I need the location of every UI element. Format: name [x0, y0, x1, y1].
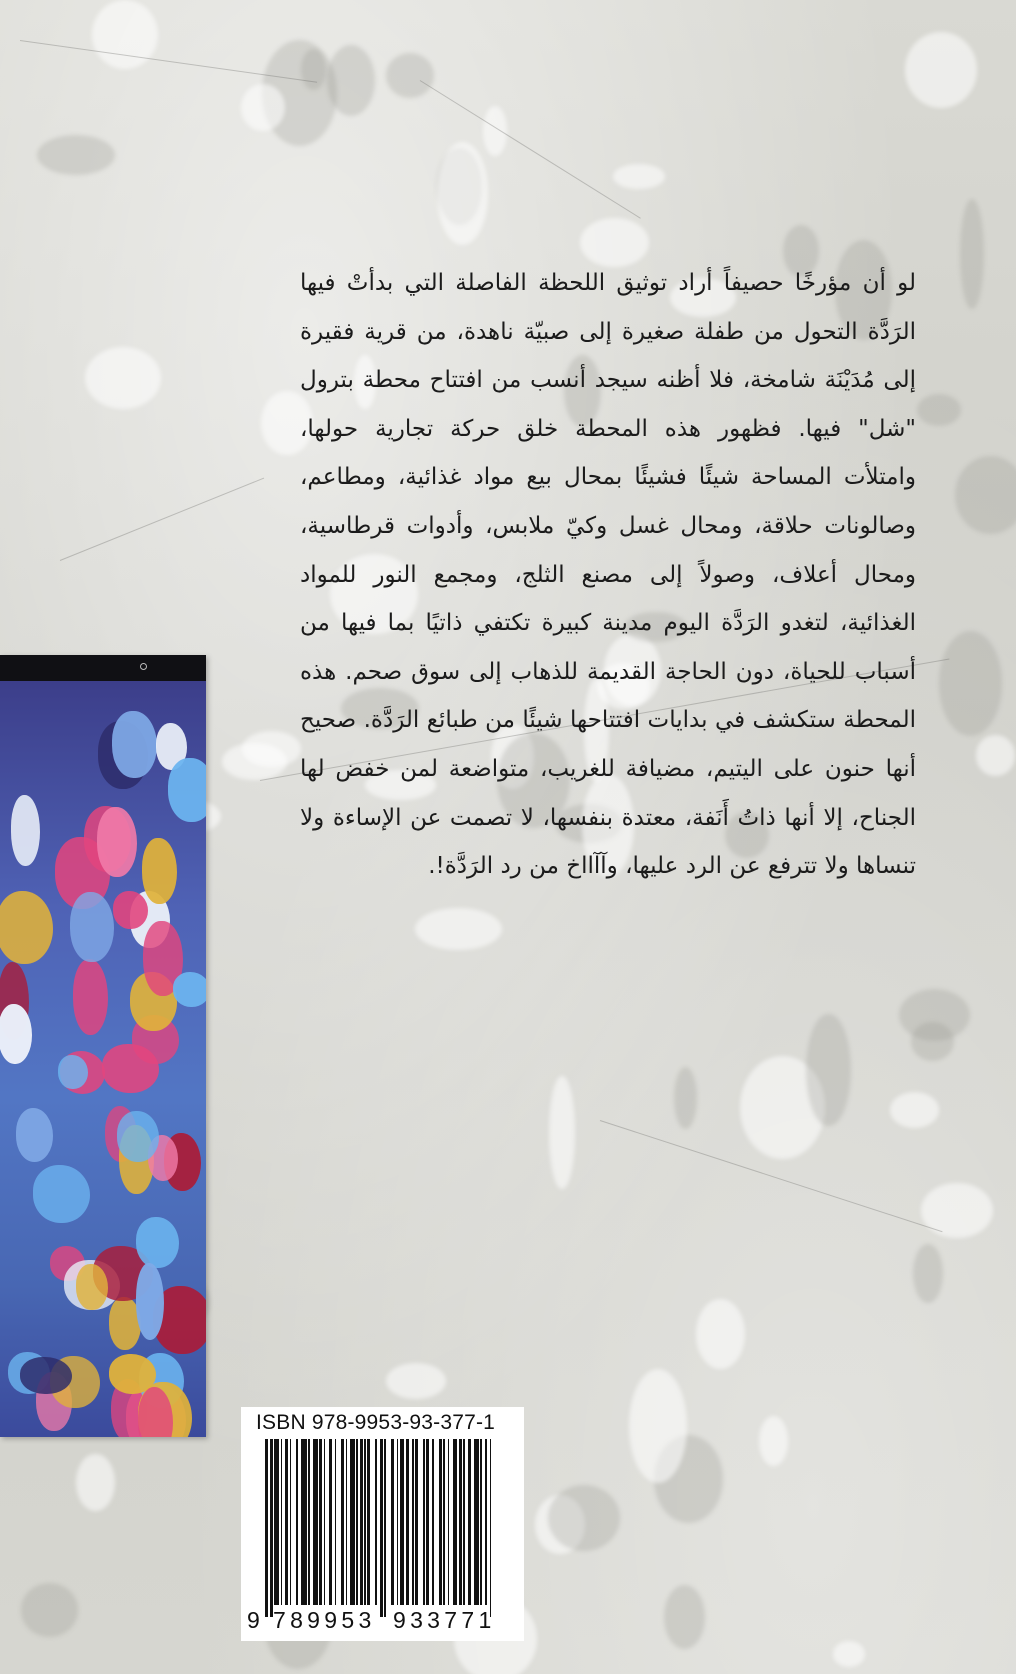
barcode-bar [406, 1439, 409, 1605]
barcode-bar [453, 1439, 458, 1605]
barcode-digit-right-group: 933771 [393, 1607, 496, 1633]
paint-blob [37, 135, 115, 175]
paint-blob [548, 1485, 620, 1551]
paint-blob [483, 106, 507, 156]
paint-blob [76, 1454, 115, 1511]
barcode-bar [375, 1439, 377, 1605]
barcode-bar [346, 1439, 348, 1605]
barcode-bar [474, 1439, 479, 1605]
barcode-bar [432, 1439, 434, 1605]
barcode-bar [360, 1439, 363, 1605]
paint-blob [613, 164, 665, 189]
paint-blob [976, 735, 1016, 775]
paint-dab [113, 891, 148, 929]
barcode-bar [426, 1439, 429, 1605]
barcode-bar [439, 1439, 442, 1605]
paint-blob [833, 1641, 865, 1666]
paint-dab [117, 1111, 159, 1162]
paint-dab [102, 1044, 159, 1093]
barcode-bar [341, 1439, 344, 1605]
barcode-bar [324, 1439, 326, 1605]
barcode-bar [384, 1439, 386, 1617]
paint-blob [759, 1416, 788, 1465]
barcode-bar [274, 1439, 279, 1605]
barcode-box [241, 1407, 524, 1641]
paint-blob [549, 1076, 574, 1189]
paint-dab [0, 891, 53, 964]
paint-blob [85, 347, 161, 409]
barcode-bar [397, 1439, 399, 1605]
paint-blob [905, 32, 978, 108]
barcode-bar [335, 1439, 337, 1605]
paint-blob [415, 908, 502, 950]
paint-dab [70, 892, 114, 962]
barcode-bar [265, 1439, 268, 1617]
paint-blob [437, 142, 488, 245]
scratch-line [60, 478, 264, 561]
barcode-bar [329, 1439, 332, 1605]
paint-blob [955, 456, 1016, 534]
paint-blob [921, 1183, 993, 1238]
paint-dab [16, 1108, 53, 1161]
paint-blob [917, 394, 962, 426]
paint-dab [136, 1263, 164, 1340]
paint-dab [168, 758, 206, 822]
paint-blob [386, 53, 434, 98]
barcode-bar [313, 1439, 318, 1605]
paint-blob [629, 1369, 687, 1483]
barcode-bar [412, 1439, 414, 1605]
barcode-bar [296, 1439, 298, 1605]
barcode-digit-lead: 9 [247, 1607, 260, 1633]
paint-blob [327, 45, 375, 116]
paint-blob [939, 631, 1003, 736]
barcode-bar [490, 1439, 492, 1617]
barcode-bar [319, 1439, 322, 1605]
paint-dab [58, 1055, 88, 1089]
barcode-bar [308, 1439, 310, 1605]
paint-blob [301, 49, 326, 91]
paint-dab [33, 1165, 91, 1223]
barcode-bar [270, 1439, 273, 1617]
paint-dab [97, 807, 136, 876]
paint-blob [913, 1244, 943, 1303]
paint-blob [806, 1014, 850, 1127]
barcode-bar [423, 1439, 425, 1605]
barcode-bar [285, 1439, 288, 1605]
paint-dab [20, 1357, 72, 1394]
paint-dab [112, 711, 157, 778]
paint-dab [136, 1217, 179, 1268]
blurb-text: لو أن مؤرخًا حصيفاً أراد توثيق اللحظة الفاصلة التي بدأتْ فيها الرَدَّة التحول من طفلة صغيرة إلى صبيّة ناهدة، من قرية فقيرة إلى مُدَيْنَة شامخة، فلا أظنه سيجد أنسب من افتتاح محطة بترول "شل" فيها. فظهور هذه المحطة خلق حركة تجارية حولها، وامتلأت المساحة شيئًا فشيئًا بمحال بيع مواد غذائية، ومطاعم، وصالونات حلاقة، ومحال غسل وكيّ ملابس، وأدوات قرطاسية، ومحال أعلاف، وصولاً إلى مصنع الثلج، ومجمع النور للمواد الغذائية، لتغدو الرَدَّة اليوم مدينة كبيرة تكتفي ذاتيًا بما فيها من أسباب للحياة، دون الحاجة القديمة للذهاب إلى سوق صحم. هذه المحطة ستكشف في بدايات افتتاحها شيئًا من طبائع الرَدَّة. صحيح أنها حنون على اليتيم، مضيافة للغريب، متواضعة لمن خفض لها الجناح، إلا أنها ذاتُ أَنَفة، معتدة بنفسها، لا تصمت عن الإساءة ولا تنساها ولا تترفع عن الرد عليها، وآآااخ من رد الرَدَّة!. [300, 270, 916, 880]
painting-canvas [0, 681, 206, 1437]
paint-blob [664, 1585, 705, 1649]
paint-blob [960, 199, 984, 309]
paint-dab [76, 1264, 107, 1310]
barcode-bar [301, 1439, 307, 1605]
paint-blob [222, 743, 288, 780]
barcode-bar [290, 1439, 292, 1605]
barcode-bar [400, 1439, 405, 1605]
paint-blob [386, 1363, 446, 1399]
barcode-bar [468, 1439, 471, 1605]
barcode-bar [485, 1439, 487, 1605]
barcode-bar [281, 1439, 283, 1605]
barcode-bar [364, 1439, 366, 1605]
barcode-bar [459, 1439, 462, 1605]
isbn-label: ISBN 978-9953-93-377-1 [256, 1411, 496, 1434]
barcode-bar [380, 1439, 383, 1617]
barcode-digit-left-group: 789953 [273, 1607, 376, 1633]
barcode-bar [415, 1439, 418, 1605]
barcode-bar [480, 1439, 482, 1605]
paint-dab [173, 972, 206, 1006]
paint-blob [21, 1583, 78, 1636]
barcode-bar [463, 1439, 465, 1605]
paint-blob [911, 1022, 953, 1061]
paint-blob [696, 1299, 745, 1369]
barcode-bar [443, 1439, 445, 1605]
barcode-bar [367, 1439, 370, 1605]
paint-dab [11, 795, 40, 866]
barcode-bar [448, 1439, 450, 1605]
barcode-bar [391, 1439, 394, 1605]
paint-dab [73, 959, 108, 1035]
paint-blob [890, 1092, 940, 1128]
barcode-bar [356, 1439, 358, 1605]
paint-dab [142, 838, 177, 904]
barcode-bars [265, 1439, 511, 1617]
cover-painting [0, 655, 206, 1437]
paint-blob [674, 1067, 697, 1129]
painting-hole [140, 663, 147, 670]
barcode-bar [350, 1439, 355, 1605]
